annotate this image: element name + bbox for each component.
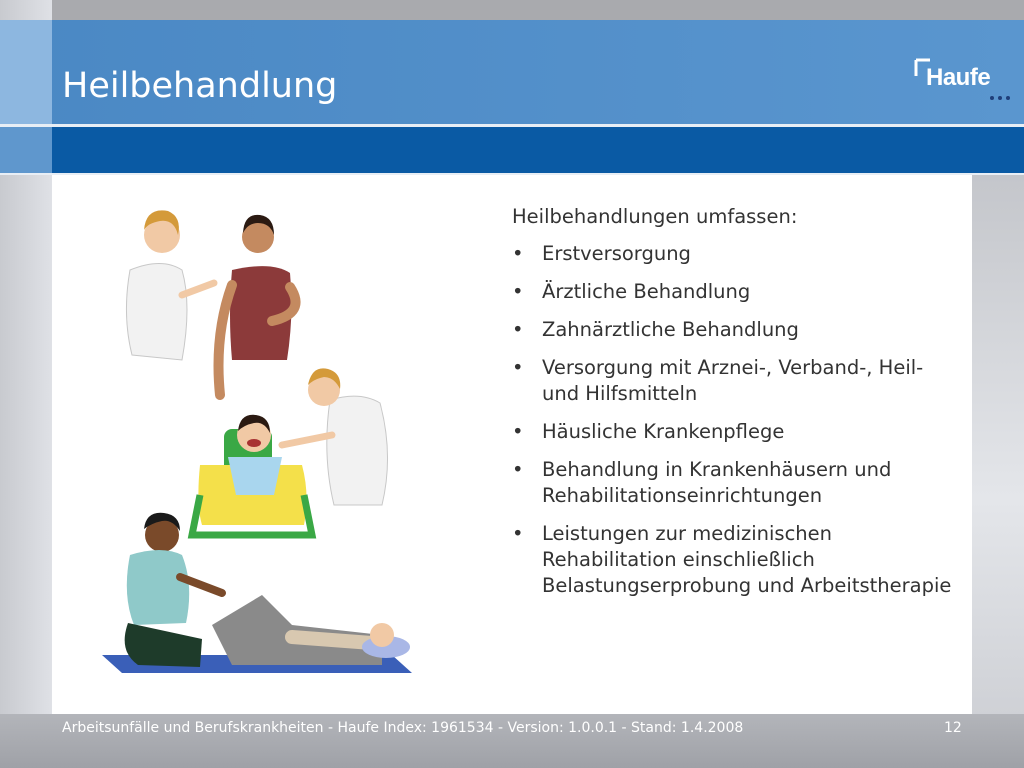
medical-treatment-illustration: [82, 195, 412, 685]
accent-band: [0, 127, 1024, 173]
footer-text: Arbeitsunfälle und Berufskrankheiten - Haufe Index: 1961534 - Version: 1.0.0.1 - Stand: 1.4.2008: [62, 720, 744, 736]
bullet-icon: •: [512, 458, 524, 481]
list-item: [512, 317, 952, 343]
haufe-logo: [912, 58, 1022, 104]
content-area: [52, 175, 972, 714]
list-item-text: Versorgung mit Arznei-, Verband-, Heil- und Hilfsmitteln: [542, 356, 924, 405]
background-top: [0, 0, 1024, 20]
bullet-icon: •: [512, 420, 524, 443]
title-left-tile: [0, 20, 52, 126]
slide-title: Heilbehandlung: [62, 66, 338, 106]
list-item-text: Häusliche Krankenpflege: [542, 420, 785, 443]
logo-text: Haufe: [926, 64, 991, 91]
list-intro: Heilbehandlungen umfassen:: [512, 205, 798, 228]
bullet-icon: •: [512, 318, 524, 341]
bullet-icon: •: [512, 356, 524, 379]
list-item: [512, 241, 952, 267]
injection-scene-icon: [126, 210, 295, 395]
list-item: [512, 419, 952, 445]
list-item: [512, 279, 952, 305]
list-item-text: Zahnärztliche Behandlung: [542, 318, 799, 341]
bullet-icon: •: [512, 522, 524, 545]
list-item-text: Leistungen zur medizinischen Rehabilitation einschließlich Belastungserprobung und Arbeitstherapie: [542, 522, 952, 597]
background-right: [972, 175, 1024, 715]
list-item-text: Erstversorgung: [542, 242, 691, 265]
list-item-text: Ärztliche Behandlung: [542, 280, 751, 303]
list-item: [512, 457, 952, 509]
list-item: [512, 521, 952, 599]
treatment-list-box: [512, 205, 952, 611]
bullet-icon: •: [512, 280, 524, 303]
list-item: [512, 355, 952, 407]
accent-left-tile: [0, 127, 52, 173]
bullet-icon: •: [512, 242, 524, 265]
list-item-text: Behandlung in Krankenhäusern und Rehabilitationseinrichtungen: [542, 458, 892, 507]
treatment-list: [512, 241, 952, 599]
page-number: 12: [944, 720, 962, 736]
